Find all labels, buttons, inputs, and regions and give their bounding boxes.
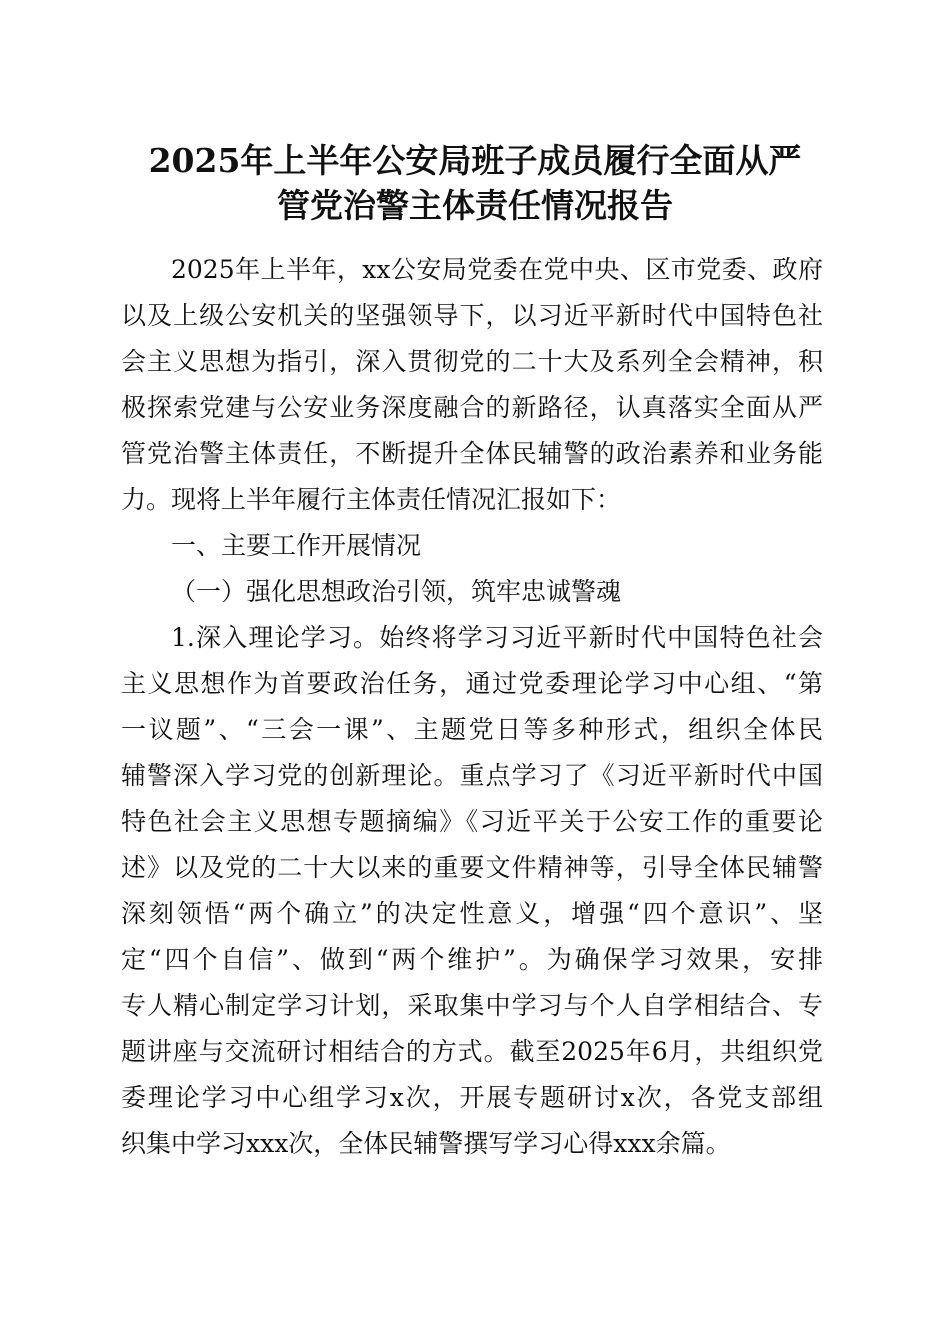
document-title-line-1: 2025年上半年公安局班子成员履行全面从严 <box>148 141 802 180</box>
body-text-line: 会主义思想为指引，深入贯彻党的二十大及系列全会精神，积 <box>121 347 823 376</box>
body-text-line: 极探索党建与公安业务深度融合的新路径，认真落实全面从严 <box>121 393 823 422</box>
subsection-heading: （一）强化思想政治引领，筑牢忠诚警魂 <box>171 577 622 606</box>
body-text-line: 题讲座与交流研讨相结合的方式。截至2025年6月，共组织党 <box>121 1037 823 1066</box>
body-text-line: 定“四个自信”、做到“两个维护”。为确保学习效果，安排 <box>121 945 823 974</box>
body-text-line: 1.深入理论学习。始终将学习习近平新时代中国特色社会 <box>171 623 823 652</box>
document-title-line-2: 管党治警主体责任情况报告 <box>277 186 673 225</box>
body-text-line: 管党治警主体责任，不断提升全体民辅警的政治素养和业务能 <box>121 439 823 468</box>
body-text-line: 述》以及党的二十大以来的重要文件精神等，引导全体民辅警 <box>121 853 823 882</box>
body-text-line: 织集中学习xxx次，全体民辅警撰写学习心得xxx余篇。 <box>121 1129 731 1158</box>
section-heading: 一、主要工作开展情况 <box>171 531 422 560</box>
body-text-line: 专人精心制定学习计划，采取集中学习与个人自学相结合、专 <box>121 991 823 1020</box>
body-text-line: 力。现将上半年履行主体责任情况汇报如下： <box>121 485 622 514</box>
body-text-line: 委理论学习中心组学习x次，开展专题研讨x次，各党支部组 <box>121 1083 823 1112</box>
body-text-line: 以及上级公安机关的坚强领导下，以习近平新时代中国特色社 <box>121 301 823 330</box>
body-text-line: 深刻领悟“两个确立”的决定性意义，增强“四个意识”、坚 <box>121 899 823 928</box>
body-text-line: 2025年上半年，xx公安局党委在党中央、区市党委、政府 <box>171 255 823 284</box>
body-text-line: 特色社会主义思想专题摘编》《习近平关于公安工作的重要论 <box>121 807 823 836</box>
body-text-line: 主义思想作为首要政治任务，通过党委理论学习中心组、“第 <box>121 669 823 698</box>
body-text-line: 一议题”、“三会一课”、主题党日等多种形式，组织全体民 <box>121 715 823 744</box>
body-text-line: 辅警深入学习党的创新理论。重点学习了《习近平新时代中国 <box>121 761 823 790</box>
